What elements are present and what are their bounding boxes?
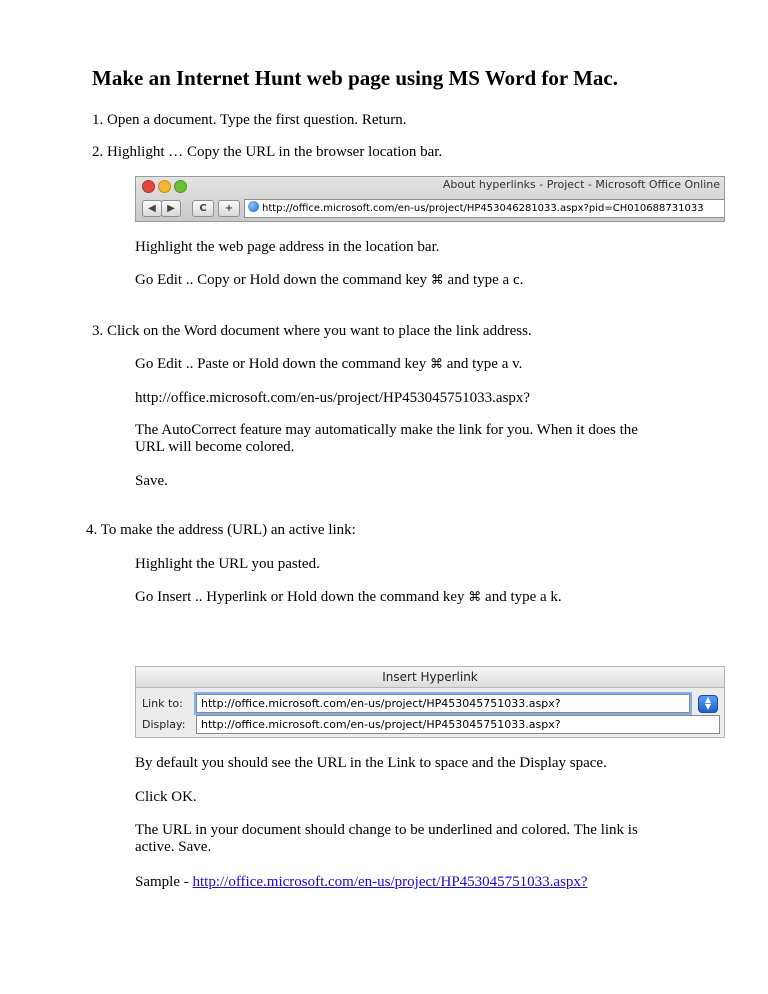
step-2-copy-text: Go Edit .. Copy or Hold down the command key ⌘ and type a c. [135,272,524,288]
back-button[interactable]: ◀ [142,200,162,217]
forward-button[interactable]: ▶ [161,200,181,217]
display-label: Display: [142,718,186,731]
link-to-stepper-button[interactable]: ▲ ▼ [698,695,718,713]
step-4-highlight-text: Highlight the URL you pasted. [135,556,320,572]
step-3-url-text: http://office.microsoft.com/en-us/project/HP453045751033.aspx? [135,390,531,406]
step-4-text: 4. To make the address (URL) an active link: [86,522,356,538]
browser-screenshot [135,176,725,222]
step-4-insert-text: Go Insert .. Hyperlink or Hold down the command key ⌘ and type a k. [135,589,562,605]
sample-link[interactable]: http://office.microsoft.com/en-us/project/HP453045751033.aspx? [192,874,588,890]
location-bar[interactable] [244,199,725,218]
link-to-label: Link to: [142,697,183,710]
step-4-result-text: The URL in your document should change to be underlined and colored. The link is active. Save. [135,822,638,855]
zoom-window-icon [174,180,187,193]
minimize-window-icon [158,180,171,193]
sample-label: Sample - [135,874,189,890]
step-3-text: 3. Click on the Word document where you want to place the link address. [92,323,532,339]
dialog-title: Insert Hyperlink [136,667,724,688]
step-4-click-ok-text: Click OK. [135,789,197,805]
command-key-icon: ⌘ [429,357,443,372]
step-3-save-text: Save. [135,473,168,489]
display-field[interactable]: http://office.microsoft.com/en-us/project/HP453045751033.aspx? [196,715,720,734]
step-1-text: 1. Open a document. Type the first question. Return. [92,112,407,128]
add-bookmark-button[interactable]: + [218,200,240,217]
globe-icon [248,201,259,212]
step-2-text: 2. Highlight … Copy the URL in the browser location bar. [92,144,443,160]
reload-button[interactable]: C [192,200,214,217]
step-3-autocorrect-text: The AutoCorrect feature may automatically make the link for you. When it does the URL will become colored. [135,422,638,455]
sample-line [135,874,588,891]
location-bar-url: http://office.microsoft.com/en-us/project/HP453046281033.aspx?pid=CH010688731033 [262,203,704,214]
step-3-paste-text: Go Edit .. Paste or Hold down the command key ⌘ and type a v. [135,356,523,372]
page-title: Make an Internet Hunt web page using MS Word for Mac. [92,66,618,90]
step-4-default-text: By default you should see the URL in the Link to space and the Display space. [135,755,607,771]
link-to-field[interactable]: http://office.microsoft.com/en-us/project/HP453045751033.aspx? [196,694,690,713]
close-window-icon [142,180,155,193]
insert-hyperlink-dialog [135,666,725,738]
step-2-highlight-text: Highlight the web page address in the location bar. [135,239,440,255]
command-key-icon: ⌘ [468,590,482,605]
browser-window-title: About hyperlinks - Project - Microsoft Office Online [442,178,720,191]
command-key-icon: ⌘ [430,273,444,288]
